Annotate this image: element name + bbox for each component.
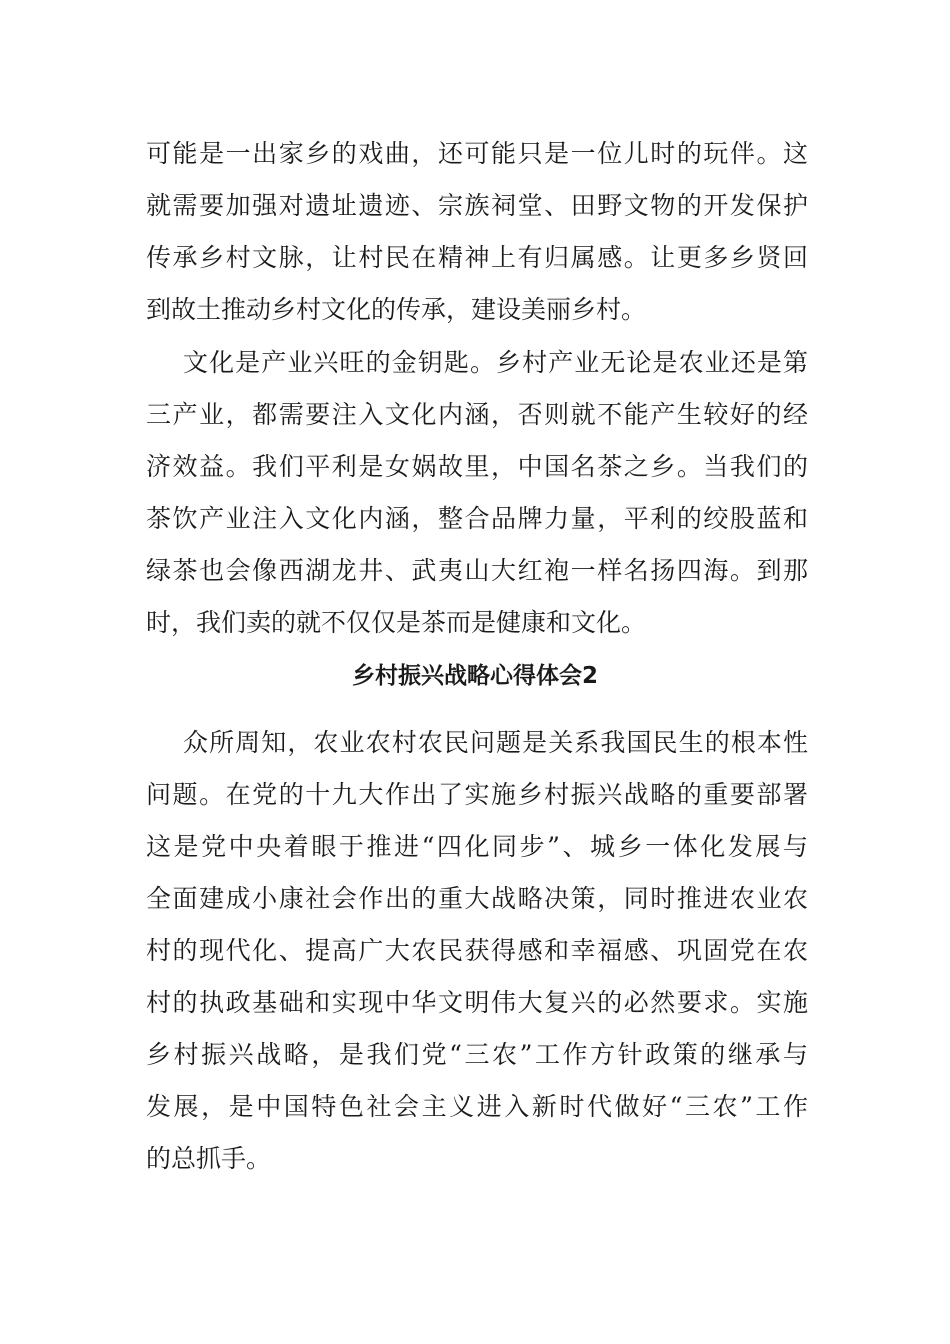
paragraph-2	[146, 337, 808, 649]
paragraph-line: 时，我们卖的就不仅仅是茶而是健康和文化。	[146, 608, 647, 637]
paragraph-line: 乡村振兴战略，是我们党“三农”工作方针政策的继承与	[146, 1040, 808, 1069]
paragraph-line: 可能是一出家乡的戏曲，还可能只是一位儿时的玩伴。这	[146, 139, 808, 168]
paragraph-line: 众所周知，农业农村农民问题是关系我国民生的根本性	[183, 728, 808, 757]
paragraph-line: 这是党中央着眼于推进“四化同步”、城乡一体化发展与	[146, 832, 808, 861]
paragraph-line: 茶饮产业注入文化内涵，整合品牌力量，平利的绞股蓝和	[146, 504, 808, 533]
paragraph-line: 传承乡村文脉，让村民在精神上有归属感。让更多乡贤回	[146, 243, 808, 272]
paragraph-line: 三产业，都需要注入文化内涵，否则就不能产生较好的经	[146, 400, 808, 429]
paragraph-line: 济效益。我们平利是女娲故里，中国名茶之乡。当我们的	[146, 452, 808, 481]
paragraph-line: 问题。在党的十九大作出了实施乡村振兴战略的重要部署	[146, 780, 808, 809]
paragraph-line: 就需要加强对遗址遗迹、宗族祠堂、田野文物的开发保护	[146, 191, 808, 220]
paragraph-line: 绿茶也会像西湖龙井、武夷山大红袍一样名扬四海。到那	[146, 556, 808, 585]
paragraph-line: 文化是产业兴旺的金钥匙。乡村产业无论是农业还是第	[183, 348, 808, 377]
paragraph-line: 的总抓手。	[146, 1144, 272, 1173]
paragraph-line: 发展，是中国特色社会主义进入新时代做好“三农”工作	[146, 1092, 808, 1121]
section-heading: 乡村振兴战略心得体会2	[351, 663, 598, 689]
paragraph-1	[146, 128, 808, 336]
paragraph-line: 村的现代化、提高广大农民获得感和幸福感、巩固党在农	[146, 936, 808, 965]
paragraph-line: 全面建成小康社会作出的重大战略决策，同时推进农业农	[146, 884, 808, 913]
paragraph-line: 村的执政基础和实现中华文明伟大复兴的必然要求。实施	[146, 988, 808, 1017]
paragraph-line: 到故土推动乡村文化的传承，建设美丽乡村。	[146, 295, 647, 324]
paragraph-3	[146, 717, 808, 1185]
